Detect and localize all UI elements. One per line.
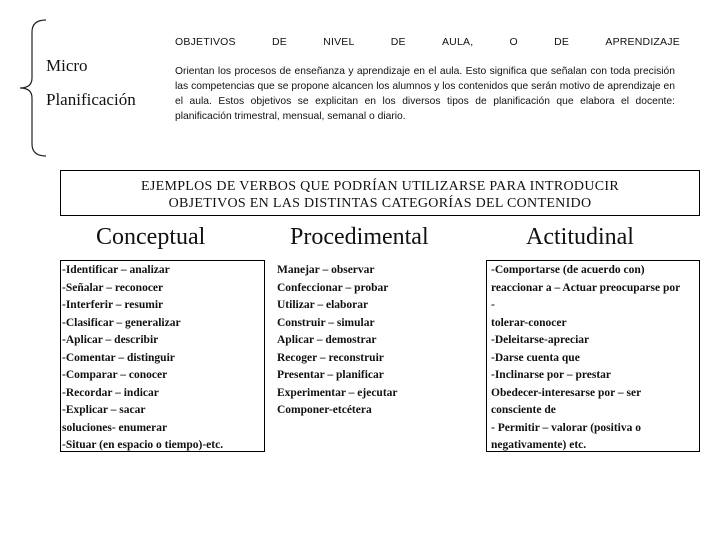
list-item: Confeccionar – probar (277, 281, 389, 294)
procedimental-list (277, 262, 477, 420)
list-item: Manejar – observar (277, 264, 375, 276)
list-item: Utilizar – elaborar (277, 299, 369, 311)
list-item: -Deleitarse-apreciar (491, 334, 590, 346)
list-item: -Interferir – resumir (62, 299, 164, 311)
left-brace-icon (18, 18, 48, 158)
list-item: consciente de (491, 404, 556, 416)
list-item: Componer-etcétera (277, 404, 372, 416)
column-heading-conceptual: Conceptual (96, 224, 206, 250)
list-item: soluciones- enumerar (62, 421, 168, 434)
list-item: -Señalar – reconocer (62, 281, 164, 294)
list-item: -Clasificar – generalizar (62, 316, 181, 329)
planificacion-label: Planificación (46, 90, 136, 109)
list-item: negativamente) etc. (491, 439, 587, 451)
list-item: Obedecer-interesarse por – ser (491, 386, 642, 399)
list-item: Experimentar – ejecutar (277, 386, 398, 399)
column-heading-procedimental: Procedimental (290, 224, 429, 250)
heading-word: OBJETIVOS (175, 36, 236, 48)
table-title (60, 170, 700, 216)
table-title-line: OBJETIVOS EN LAS DISTINTAS CATEGORÍAS DEL CONTENIDO (168, 196, 592, 211)
heading-word: NIVEL (323, 36, 355, 48)
list-item: -Inclinarse por – prestar (491, 369, 611, 381)
list-item: -Darse cuenta que (491, 351, 580, 364)
column-heading-actitudinal: Actitudinal (526, 224, 634, 250)
list-item: -Explicar – sacar (62, 404, 146, 416)
list-item: reaccionar a – Actuar preocuparse por (491, 281, 681, 294)
objectives-heading (175, 36, 680, 48)
list-item: -Situar (en espacio o tiempo)-etc. (62, 439, 224, 451)
list-item: -Comentar – distinguir (62, 351, 175, 364)
actitudinal-list (491, 262, 699, 455)
list-item: - (491, 299, 495, 311)
conceptual-list (62, 262, 262, 455)
list-item: Recoger – reconstruir (277, 351, 384, 364)
list-item: -Identificar – analizar (62, 264, 170, 276)
list-item: tolerar-conocer (491, 316, 567, 329)
list-item: - Permitir – valorar (positiva o (491, 421, 641, 434)
list-item: -Recordar – indicar (62, 386, 159, 399)
list-item: Aplicar – demostrar (277, 334, 377, 346)
objectives-description: Orientan los procesos de enseñanza y aprendizaje en el aula. Esto significa que señalan con toda precisión las competencias que se propone alcancen los alumnos y los contenidos que serán motivo de aprendizaje en el aula. Estos objetivos se explicitan en los diversos tipos de planificación que elabora el docente: planificación trimestral, mensual, semanal o diario. (175, 66, 675, 122)
micro-label: Micro (46, 56, 88, 75)
heading-word: DE (554, 36, 570, 48)
heading-word: DE (271, 36, 287, 48)
list-item: -Comparar – conocer (62, 369, 168, 381)
heading-word: DE (390, 36, 406, 48)
heading-word: APRENDIZAJE (605, 36, 680, 48)
verbs-table (60, 170, 700, 452)
list-item: -Comportarse (de acuerdo con) (491, 264, 645, 276)
heading-word: AULA, (441, 36, 474, 48)
list-item: Construir – simular (277, 316, 375, 329)
list-item: Presentar – planificar (277, 369, 384, 381)
table-title-line: EJEMPLOS DE VERBOS QUE PODRÍAN UTILIZARSE PARA INTRODUCIR (141, 179, 619, 194)
list-item: -Aplicar – describir (62, 334, 159, 346)
heading-word: O (509, 36, 518, 48)
